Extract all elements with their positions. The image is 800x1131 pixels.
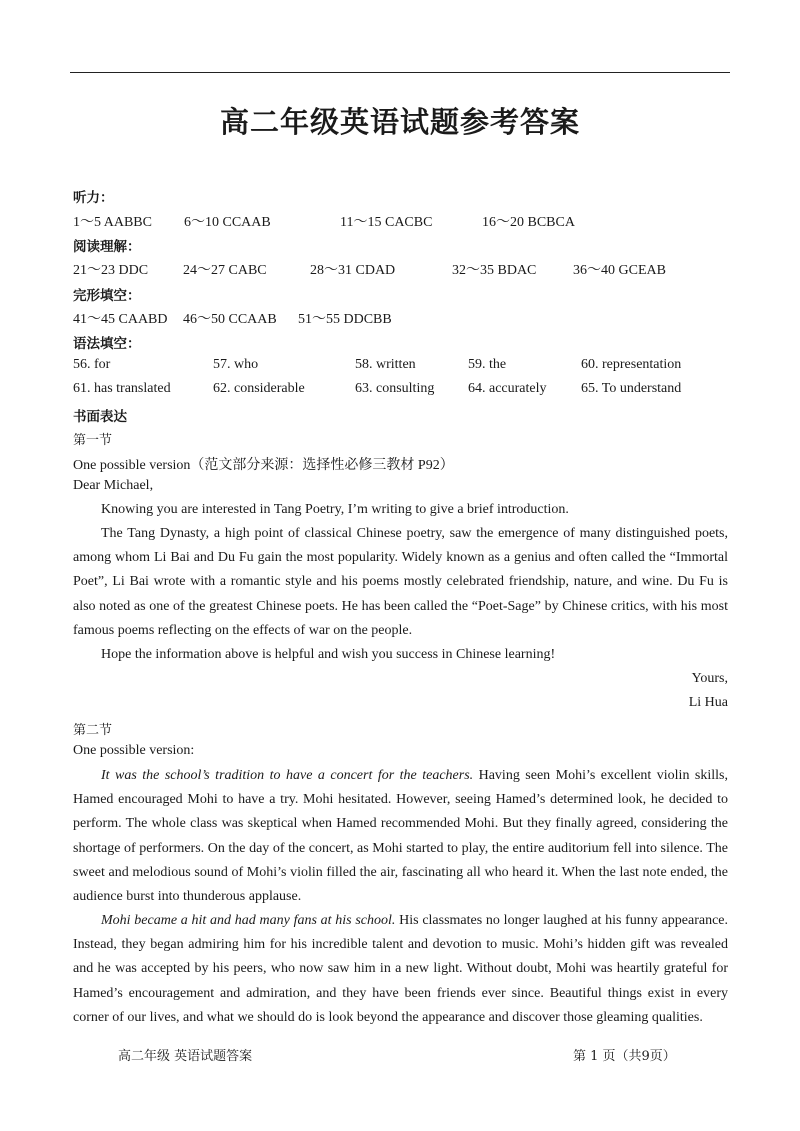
letter-signature: Li Hua: [688, 695, 728, 710]
story-paragraph-1-lead: It was the school’s tradition to have a concert for the teachers.: [101, 768, 474, 783]
grammar-answer: 64. accurately: [468, 381, 547, 396]
listening-answer: 1～5 AABBC: [73, 215, 152, 230]
letter-greeting: Dear Michael,: [73, 478, 154, 493]
footer-title: 高二年级 英语试题答案: [118, 1049, 253, 1064]
letter-paragraph: Hope the information above is helpful and wish you success in Chinese learning!: [101, 647, 556, 662]
grammar-answer: 59. the: [468, 357, 507, 372]
page-title: 高二年级英语试题参考答案: [219, 105, 580, 139]
top-rule: [70, 72, 730, 73]
grammar-answer: 60. representation: [581, 357, 682, 372]
reading-answer: 21～23 DDC: [73, 263, 149, 278]
letter-paragraph: Knowing you are interested in Tang Poetry, I’m writing to give a brief introduction.: [101, 502, 569, 517]
grammar-answer: 56. for: [73, 357, 111, 372]
reading-heading: 阅读理解：: [73, 239, 141, 255]
writing-heading: 书面表达: [73, 409, 127, 425]
grammar-answer: 57. who: [213, 357, 259, 372]
story-paragraph-2: [73, 909, 728, 1030]
grammar-answer: 65. To understand: [581, 381, 682, 396]
part1-label: 第一节: [73, 433, 113, 448]
reading-answer: 36～40 GCEAB: [573, 263, 666, 278]
cloze-answer: 46～50 CCAAB: [183, 312, 277, 327]
grammar-answer: 63. consulting: [355, 381, 435, 396]
grammar-answer: 61. has translated: [73, 381, 171, 396]
letter-closing: Yours,: [691, 671, 728, 686]
grammar-heading: 语法填空：: [73, 336, 141, 352]
listening-answer: 6～10 CCAAB: [184, 215, 271, 230]
story-paragraph-1-body: Having seen Mohi’s excellent violin skills, Hamed encouraged Mohi to have a try. Mohi hesitated. However, seeing Hamed’s determined look, he decided to perform. The whole class was skeptical when Hamed recommended Mohi. But they finally agreed, considering the shortage of performers. On the day of the concert, as Mohi started to play, the entire auditorium fell into silence. The sweet and melodious sound of Mohi’s violin filled the air, fascinating all who heard it. When the last note ended, the audience burst into thunderous applause.: [73, 768, 728, 905]
cloze-heading: 完形填空：: [73, 288, 141, 304]
grammar-answer: 58. written: [355, 357, 416, 372]
cloze-answer: 51～55 DDCBB: [298, 312, 392, 327]
page-number: 第 1 页（共9页）: [573, 1049, 676, 1064]
part1-version-line: One possible version（范文部分来源：选择性必修三教材 P92）: [73, 458, 454, 473]
letter-paragraph: The Tang Dynasty, a high point of classical Chinese poetry, saw the emergence of many distinguished poets, among whom Li Bai and Du Fu gain the most popularity. Widely known as a genius and often called the “Immortal Poet”, Li Bai wrote with a romantic style and his poems mostly celebrated friendship, nature, and wine. Du Fu is also noted as one of the greatest Chinese poets. He has been called the “Poet-Sage” by Chinese critics, with his most famous poems reflecting on the effects of war on the people.: [73, 526, 728, 638]
reading-answer: 32～35 BDAC: [452, 263, 537, 278]
listening-heading: 听力：: [73, 190, 114, 206]
cloze-answer: 41～45 CAABD: [73, 312, 168, 327]
listening-answer: 16～20 BCBCA: [482, 215, 575, 230]
reading-answer: 24～27 CABC: [183, 263, 267, 278]
part2-version-line: One possible version:: [73, 743, 195, 758]
story-paragraph-1: [73, 764, 728, 909]
grammar-answer: 62. considerable: [213, 381, 305, 396]
reading-answer: 28～31 CDAD: [310, 263, 396, 278]
story-paragraph-2-lead: Mohi became a hit and had many fans at his school.: [101, 913, 396, 928]
listening-answer: 11～15 CACBC: [340, 215, 433, 230]
story-paragraph-2-body: His classmates no longer laughed at his funny appearance. Instead, they began admiring him for his incredible talent and devotion to music. Mohi’s hidden gift was revealed and he was accepted by his peers, who now saw him in a new light. Without doubt, Mohi was heartily grateful for Hamed’s encouragement and admiration, and they have been friends ever since. Beautiful things exist in every corner of our lives, and what we should do is look beyond the appearance and discover those gleaming qualities.: [73, 913, 728, 1025]
part2-label: 第二节: [73, 723, 113, 738]
